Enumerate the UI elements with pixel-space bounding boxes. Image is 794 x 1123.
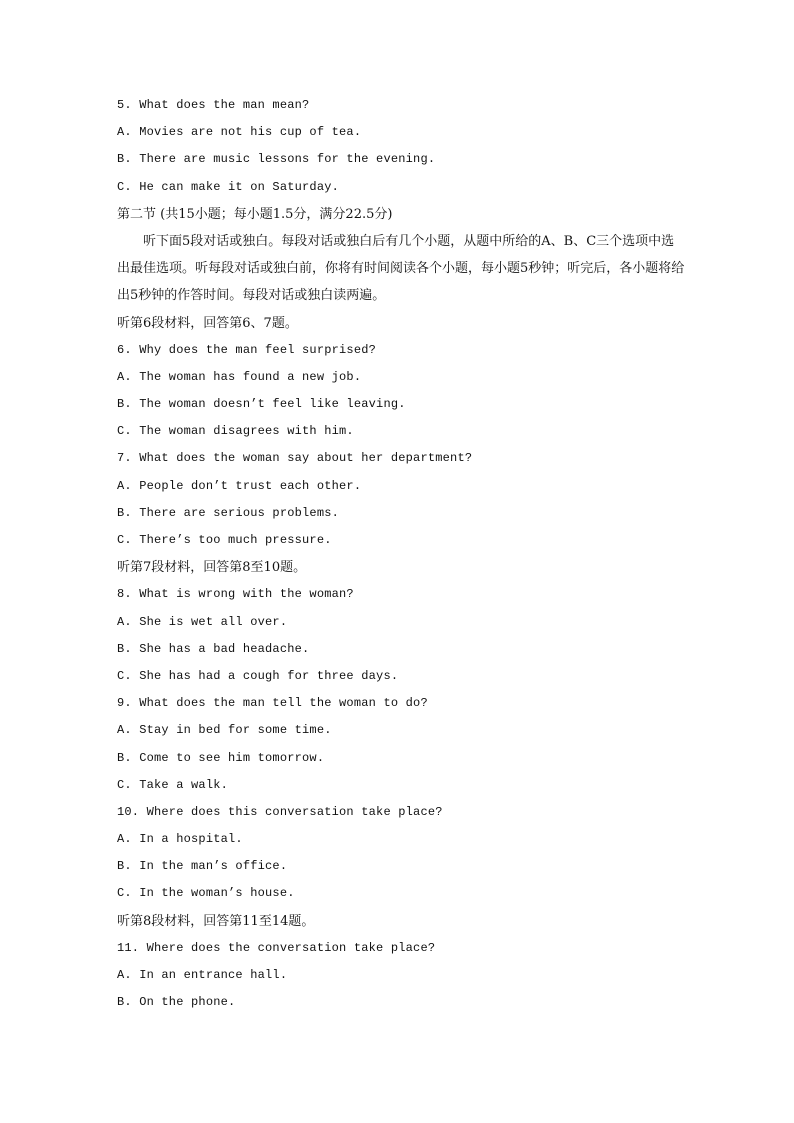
option-9a: A. Stay in bed for some time.: [117, 723, 332, 738]
question-5: 5. What does the man mean?: [117, 98, 310, 112]
exam-page: [117, 92, 687, 1016]
option-5a: A. Movies are not his cup of tea.: [117, 125, 362, 140]
option-6c: C. The woman disagrees with him.: [117, 424, 354, 439]
option-7a: A. People don’t trust each other.: [117, 478, 362, 493]
option-5b: B. There are music lessons for the evening.: [117, 152, 436, 167]
passage-6-intro: 听第6段材料，回答第6、7题。: [117, 315, 298, 331]
option-6a: A. The woman has found a new job.: [117, 369, 362, 384]
section-heading: 第二节 (共15小题；每小题1.5分，满分22.5分): [117, 206, 393, 222]
option-9c: C. Take a walk.: [117, 777, 229, 792]
option-11b: B. On the phone.: [117, 995, 236, 1010]
option-10b: B. In the man’s office.: [117, 859, 288, 874]
passage-8-intro: 听第8段材料，回答第11至14题。: [117, 913, 315, 929]
option-7c: C. There’s too much pressure.: [117, 533, 332, 548]
option-10c: C. In the woman’s house.: [117, 886, 295, 901]
option-8a: A. She is wet all over.: [117, 614, 288, 629]
option-11a: A. In an entrance hall.: [117, 968, 288, 983]
section-instructions: 听下面5段对话或独白。每段对话或独白后有几个小题，从题中所给的A、B、C三个选项中选出最佳选项。听每段对话或独白前，你将有时间阅读各个小题，每小题5秒钟；听完后，各小题将给出5秒钟的作答时间。每段对话或独白读两遍。: [117, 233, 685, 304]
question-8: 8. What is wrong with the woman?: [117, 587, 354, 602]
question-6: 6. Why does the man feel surprised?: [117, 342, 377, 357]
option-9b: B. Come to see him tomorrow.: [117, 750, 325, 765]
question-7: 7. What does the woman say about her department?: [117, 451, 473, 466]
option-8b: B. She has a bad headache.: [117, 641, 310, 656]
option-8c: C. She has had a cough for three days.: [117, 668, 399, 683]
question-9: 9. What does the man tell the woman to do?: [117, 696, 428, 711]
option-6b: B. The woman doesn’t feel like leaving.: [117, 397, 406, 412]
option-10a: A. In a hospital.: [117, 832, 243, 847]
option-7b: B. There are serious problems.: [117, 505, 340, 520]
question-10: 10. Where does this conversation take place?: [117, 804, 443, 819]
question-11: 11. Where does the conversation take place?: [117, 940, 436, 955]
passage-7-intro: 听第7段材料，回答第8至10题。: [117, 560, 307, 576]
option-5c: C. He can make it on Saturday.: [117, 179, 340, 194]
